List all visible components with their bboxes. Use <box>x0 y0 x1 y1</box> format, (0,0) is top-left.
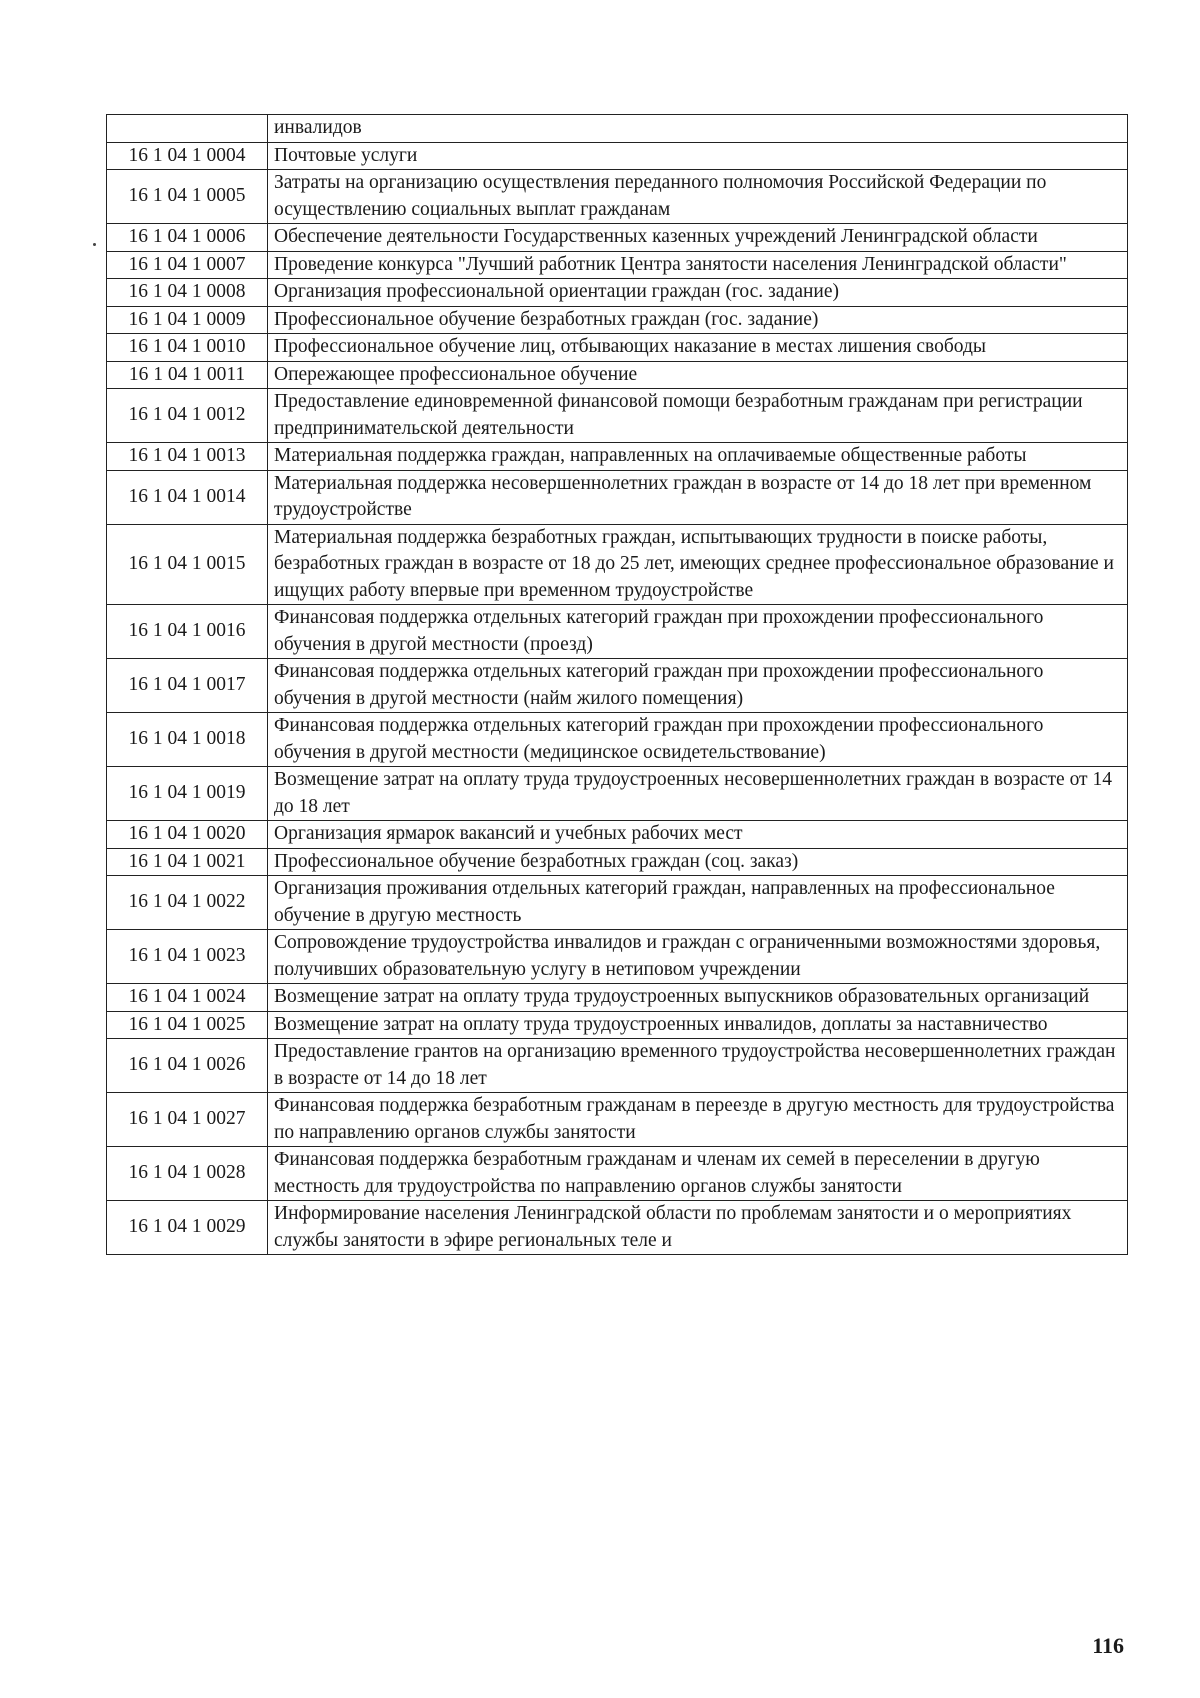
description-cell: Предоставление единовременной финансовой помощи безработным гражданам при регистрации предпринимательской деятельности <box>268 389 1128 443</box>
budget-code-cell: 16 1 04 1 0025 <box>107 1011 268 1039</box>
description-cell: Профессиональное обучение безработных граждан (соц. заказ) <box>268 848 1128 876</box>
description-cell: Возмещение затрат на оплату труда трудоустроенных несовершеннолетних граждан в возрасте от 14 до 18 лет <box>268 767 1128 821</box>
scan-speck <box>93 243 96 246</box>
budget-code-cell: 16 1 04 1 0010 <box>107 334 268 362</box>
description-cell: Материальная поддержка несовершеннолетних граждан в возрасте от 14 до 18 лет при временном трудоустройстве <box>268 470 1128 524</box>
budget-code-cell: 16 1 04 1 0009 <box>107 306 268 334</box>
description-cell: Информирование населения Ленинградской области по проблемам занятости и о мероприятиях службы занятости в эфире региональных теле и <box>268 1201 1128 1255</box>
description-cell: Финансовая поддержка безработным гражданам и членам их семей в переселении в другую местность для трудоустройства по направлению органов службы занятости <box>268 1147 1128 1201</box>
description-cell: Финансовая поддержка безработным гражданам в переезде в другую местность для трудоустройства по направлению органов службы занятости <box>268 1093 1128 1147</box>
description-cell: Организация профессиональной ориентации граждан (гос. задание) <box>268 279 1128 307</box>
table-row <box>107 170 1128 224</box>
table-row <box>107 470 1128 524</box>
table-row <box>107 306 1128 334</box>
description-cell: Профессиональное обучение безработных граждан (гос. задание) <box>268 306 1128 334</box>
description-cell: инвалидов <box>268 115 1128 143</box>
budget-code-cell: 16 1 04 1 0015 <box>107 524 268 605</box>
description-cell: Материальная поддержка безработных граждан, испытывающих трудности в поиске работы, безработных граждан в возрасте от 18 до 25 лет, имеющих среднее профессиональное образование и ищущих работу впервые при временном трудоустройстве <box>268 524 1128 605</box>
description-cell: Возмещение затрат на оплату труда трудоустроенных инвалидов, доплаты за наставничество <box>268 1011 1128 1039</box>
budget-code-cell: 16 1 04 1 0016 <box>107 605 268 659</box>
description-cell: Финансовая поддержка отдельных категорий граждан при прохождении профессионального обучения в другой местности (медицинское освидетельствование) <box>268 713 1128 767</box>
budget-code-cell: 16 1 04 1 0004 <box>107 142 268 170</box>
description-cell: Профессиональное обучение лиц, отбывающих наказание в местах лишения свободы <box>268 334 1128 362</box>
table-row <box>107 821 1128 849</box>
budget-code-cell: 16 1 04 1 0028 <box>107 1147 268 1201</box>
table-row <box>107 142 1128 170</box>
table-row <box>107 524 1128 605</box>
table-row <box>107 1201 1128 1255</box>
page-number: 116 <box>1092 1633 1124 1658</box>
table-row <box>107 876 1128 930</box>
budget-code-cell: 16 1 04 1 0017 <box>107 659 268 713</box>
description-cell: Организация ярмарок вакансий и учебных рабочих мест <box>268 821 1128 849</box>
description-cell: Опережающее профессиональное обучение <box>268 361 1128 389</box>
budget-code-cell: 16 1 04 1 0007 <box>107 251 268 279</box>
table-row <box>107 848 1128 876</box>
budget-code-cell: 16 1 04 1 0014 <box>107 470 268 524</box>
description-cell: Финансовая поддержка отдельных категорий граждан при прохождении профессионального обучения в другой местности (проезд) <box>268 605 1128 659</box>
table-row <box>107 713 1128 767</box>
description-cell: Обеспечение деятельности Государственных казенных учреждений Ленинградской области <box>268 224 1128 252</box>
description-cell: Проведение конкурса "Лучший работник Центра занятости населения Ленинградской области" <box>268 251 1128 279</box>
description-cell: Возмещение затрат на оплату труда трудоустроенных выпускников образовательных организаций <box>268 984 1128 1012</box>
table-row <box>107 279 1128 307</box>
table-row <box>107 1147 1128 1201</box>
table-row <box>107 984 1128 1012</box>
budget-code-cell: 16 1 04 1 0023 <box>107 930 268 984</box>
budget-code-cell: 16 1 04 1 0005 <box>107 170 268 224</box>
table-row <box>107 1039 1128 1093</box>
budget-codes-table <box>106 114 1128 1255</box>
budget-code-cell: 16 1 04 1 0020 <box>107 821 268 849</box>
budget-code-cell: 16 1 04 1 0013 <box>107 443 268 471</box>
table-row <box>107 659 1128 713</box>
budget-code-cell: 16 1 04 1 0011 <box>107 361 268 389</box>
table-row <box>107 1011 1128 1039</box>
table-row <box>107 115 1128 143</box>
budget-code-cell: 16 1 04 1 0018 <box>107 713 268 767</box>
budget-code-cell: 16 1 04 1 0026 <box>107 1039 268 1093</box>
budget-code-cell <box>107 115 268 143</box>
description-cell: Организация проживания отдельных категорий граждан, направленных на профессиональное обучение в другую местность <box>268 876 1128 930</box>
description-cell: Финансовая поддержка отдельных категорий граждан при прохождении профессионального обучения в другой местности (найм жилого помещения) <box>268 659 1128 713</box>
budget-code-cell: 16 1 04 1 0024 <box>107 984 268 1012</box>
budget-code-cell: 16 1 04 1 0008 <box>107 279 268 307</box>
budget-code-cell: 16 1 04 1 0021 <box>107 848 268 876</box>
description-cell: Сопровождение трудоустройства инвалидов и граждан с ограниченными возможностями здоровья, получивших образовательную услугу в нетиповом учреждении <box>268 930 1128 984</box>
table-row <box>107 389 1128 443</box>
budget-code-cell: 16 1 04 1 0019 <box>107 767 268 821</box>
description-cell: Материальная поддержка граждан, направленных на оплачиваемые общественные работы <box>268 443 1128 471</box>
budget-code-cell: 16 1 04 1 0029 <box>107 1201 268 1255</box>
budget-code-cell: 16 1 04 1 0006 <box>107 224 268 252</box>
table-row <box>107 224 1128 252</box>
table-row <box>107 251 1128 279</box>
table-row <box>107 334 1128 362</box>
table-row <box>107 1093 1128 1147</box>
budget-code-cell: 16 1 04 1 0027 <box>107 1093 268 1147</box>
table-row <box>107 361 1128 389</box>
description-cell: Предоставление грантов на организацию временного трудоустройства несовершеннолетних граждан в возрасте от 14 до 18 лет <box>268 1039 1128 1093</box>
table-row <box>107 930 1128 984</box>
budget-code-cell: 16 1 04 1 0012 <box>107 389 268 443</box>
table-row <box>107 767 1128 821</box>
description-cell: Затраты на организацию осуществления переданного полномочия Российской Федерации по осуществлению социальных выплат гражданам <box>268 170 1128 224</box>
budget-code-cell: 16 1 04 1 0022 <box>107 876 268 930</box>
table-body <box>107 115 1128 1255</box>
description-cell: Почтовые услуги <box>268 142 1128 170</box>
table-row <box>107 605 1128 659</box>
table-row <box>107 443 1128 471</box>
